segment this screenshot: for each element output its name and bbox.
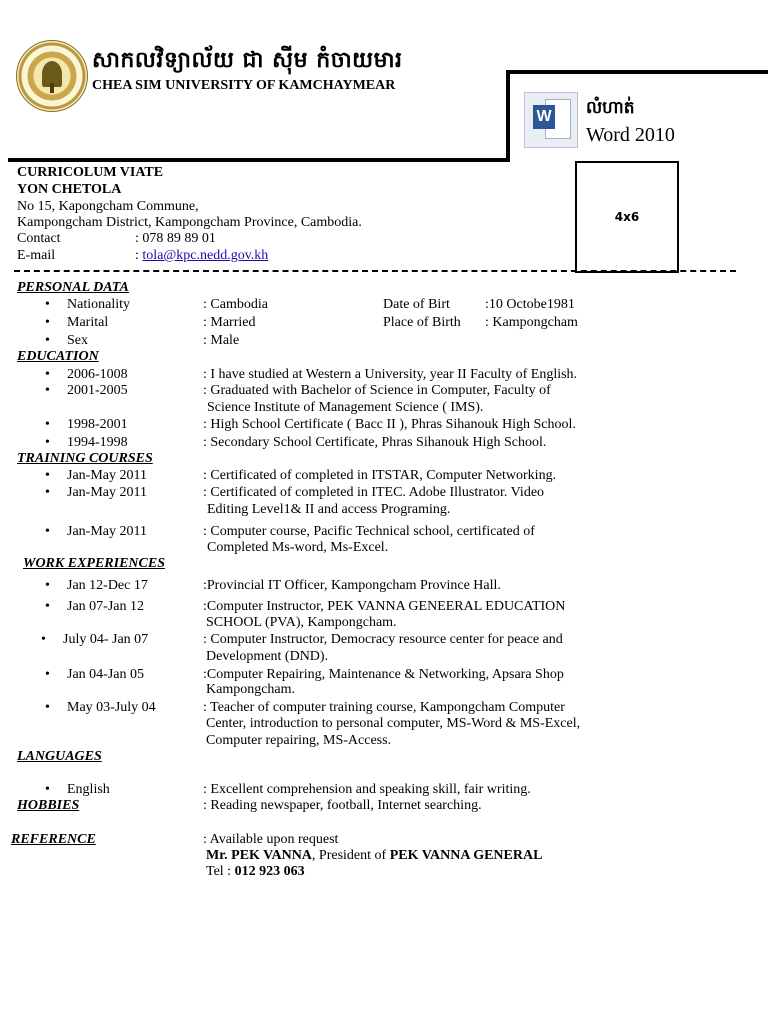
list-item-value: Science Institute of Management Science ( IMS). bbox=[207, 400, 484, 415]
list-item-value: SCHOOL (PVA), Kampongcham. bbox=[206, 615, 397, 630]
list-item-value: : Graduated with Bachelor of Science in Computer, Faculty of bbox=[203, 383, 551, 398]
list-item: • July 04- Jan 07 bbox=[63, 632, 148, 648]
list-item-value: : Male bbox=[203, 333, 240, 348]
header-frame-bottom bbox=[8, 158, 510, 162]
list-item: • Jan 04-Jan 05 bbox=[67, 667, 144, 683]
word-version-label: Word 2010 bbox=[586, 124, 675, 146]
training-heading: TRAINING COURSES bbox=[17, 451, 153, 466]
birth-place-value: : Kampongcham bbox=[485, 315, 578, 330]
list-item-value: Computer repairing, MS-Access. bbox=[206, 733, 392, 748]
list-item-value: :Computer Repairing, Maintenance & Networking, Apsara Shop bbox=[203, 667, 564, 682]
header-frame-top bbox=[508, 70, 768, 74]
email-link[interactable]: tola@kpc.nedd.gov.kh bbox=[142, 248, 269, 263]
languages-heading: LANGUAGES bbox=[17, 749, 102, 764]
list-item: • Jan 07-Jan 12 bbox=[67, 599, 144, 615]
list-item-value: : Certificated of completed in ITEC. Adobe Illustrator. Video bbox=[203, 485, 545, 500]
list-item: • English bbox=[67, 782, 110, 798]
list-item-value: : Computer Instructor, Democracy resource center for peace and bbox=[203, 632, 563, 647]
list-item-value: :Computer Instructor, PEK VANNA GENEERAL EDUCATION bbox=[203, 599, 566, 614]
list-item: • Jan-May 2011 bbox=[67, 485, 147, 501]
list-item: • May 03-July 04 bbox=[67, 700, 156, 716]
list-item: • Nationality bbox=[67, 297, 130, 313]
list-item-value: Development (DND). bbox=[206, 649, 329, 664]
reference-heading: REFERENCE bbox=[11, 832, 96, 847]
list-item: • Sex bbox=[67, 333, 88, 349]
reference-person: Mr. PEK VANNA, President of PEK VANNA GENERAL bbox=[206, 848, 543, 863]
photo-size-label: 4x6 bbox=[614, 210, 640, 224]
address-line-1: No 15, Kapongcham Commune, bbox=[17, 199, 199, 214]
list-item-value: : Certificated of completed in ITSTAR, Computer Networking. bbox=[203, 468, 557, 483]
photo-placeholder bbox=[575, 161, 679, 273]
list-item: • 1994-1998 bbox=[67, 435, 128, 451]
list-item-value: : Cambodia bbox=[203, 297, 268, 312]
list-item: • 2001-2005 bbox=[67, 383, 128, 399]
cv-heading: CURRICOLUM VIATE bbox=[17, 165, 164, 180]
exercise-label: លំហាត់ bbox=[586, 98, 635, 118]
list-item-value: Completed Ms-word, Ms-Excel. bbox=[207, 540, 389, 555]
work-experience-heading: WORK EXPERIENCES bbox=[23, 556, 165, 571]
list-item-value: : High School Certificate ( Bacc II ), Phras Sihanouk High School. bbox=[203, 417, 576, 432]
list-item-value: Kampongcham. bbox=[206, 682, 296, 697]
hobbies-heading: HOBBIES bbox=[17, 798, 80, 813]
birth-date-value: :10 Octobe1981 bbox=[485, 297, 575, 312]
word-icon: W bbox=[524, 92, 578, 148]
list-item-value: : Secondary School Certificate, Phras Sihanouk High School. bbox=[203, 435, 547, 450]
list-item-value: Center, introduction to personal computer, MS-Word & MS-Excel, bbox=[206, 716, 581, 731]
header-frame-side bbox=[506, 70, 510, 162]
applicant-name: YON CHETOLA bbox=[17, 182, 122, 197]
education-heading: EDUCATION bbox=[17, 349, 99, 364]
list-item: • Jan 12-Dec 17 bbox=[67, 578, 148, 594]
list-item-value: : Excellent comprehension and speaking skill, fair writing. bbox=[203, 782, 531, 797]
list-item: • 2006-1008 bbox=[67, 367, 128, 383]
list-item-value: : Married bbox=[203, 315, 256, 330]
university-khmer-title: សាកលវិទ្យាល័យ ជា ស៊ីម កំចាយមារ bbox=[92, 48, 403, 73]
address-line-2: Kampongcham District, Kampongcham Province, Cambodia. bbox=[17, 215, 362, 230]
section-divider bbox=[14, 270, 736, 272]
list-item: • Jan-May 2011 bbox=[67, 468, 147, 484]
list-item: • 1998-2001 bbox=[67, 417, 128, 433]
list-item-value: : Teacher of computer training course, Kampongcham Computer bbox=[203, 700, 565, 715]
list-item-value: : Computer course, Pacific Technical school, certificated of bbox=[203, 524, 535, 539]
hobbies-value: : Reading newspaper, football, Internet searching. bbox=[203, 798, 482, 813]
list-item-value: Editing Level1& II and access Programing. bbox=[207, 502, 451, 517]
birth-date-label: Date of Birt bbox=[383, 297, 450, 312]
personal-data-heading: PERSONAL DATA bbox=[17, 280, 129, 295]
email-row: : tola@kpc.nedd.gov.kh bbox=[135, 248, 269, 263]
university-logo bbox=[16, 40, 88, 112]
list-item-value: :Provincial IT Officer, Kampongcham Province Hall. bbox=[203, 578, 501, 593]
reference-availability: : Available upon request bbox=[203, 832, 339, 847]
birth-place-label: Place of Birth bbox=[383, 315, 461, 330]
email-label: E-mail bbox=[17, 248, 56, 263]
reference-phone: Tel : 012 923 063 bbox=[206, 864, 305, 879]
list-item: • Jan-May 2011 bbox=[67, 524, 147, 540]
list-item-value: : I have studied at Western a University, year II Faculty of English. bbox=[203, 367, 578, 382]
list-item: • Marital bbox=[67, 315, 108, 331]
contact-label: Contact bbox=[17, 231, 61, 246]
contact-value: : 078 89 89 01 bbox=[135, 231, 216, 246]
university-english-title: CHEA SIM UNIVERSITY OF KAMCHAYMEAR bbox=[92, 78, 396, 93]
